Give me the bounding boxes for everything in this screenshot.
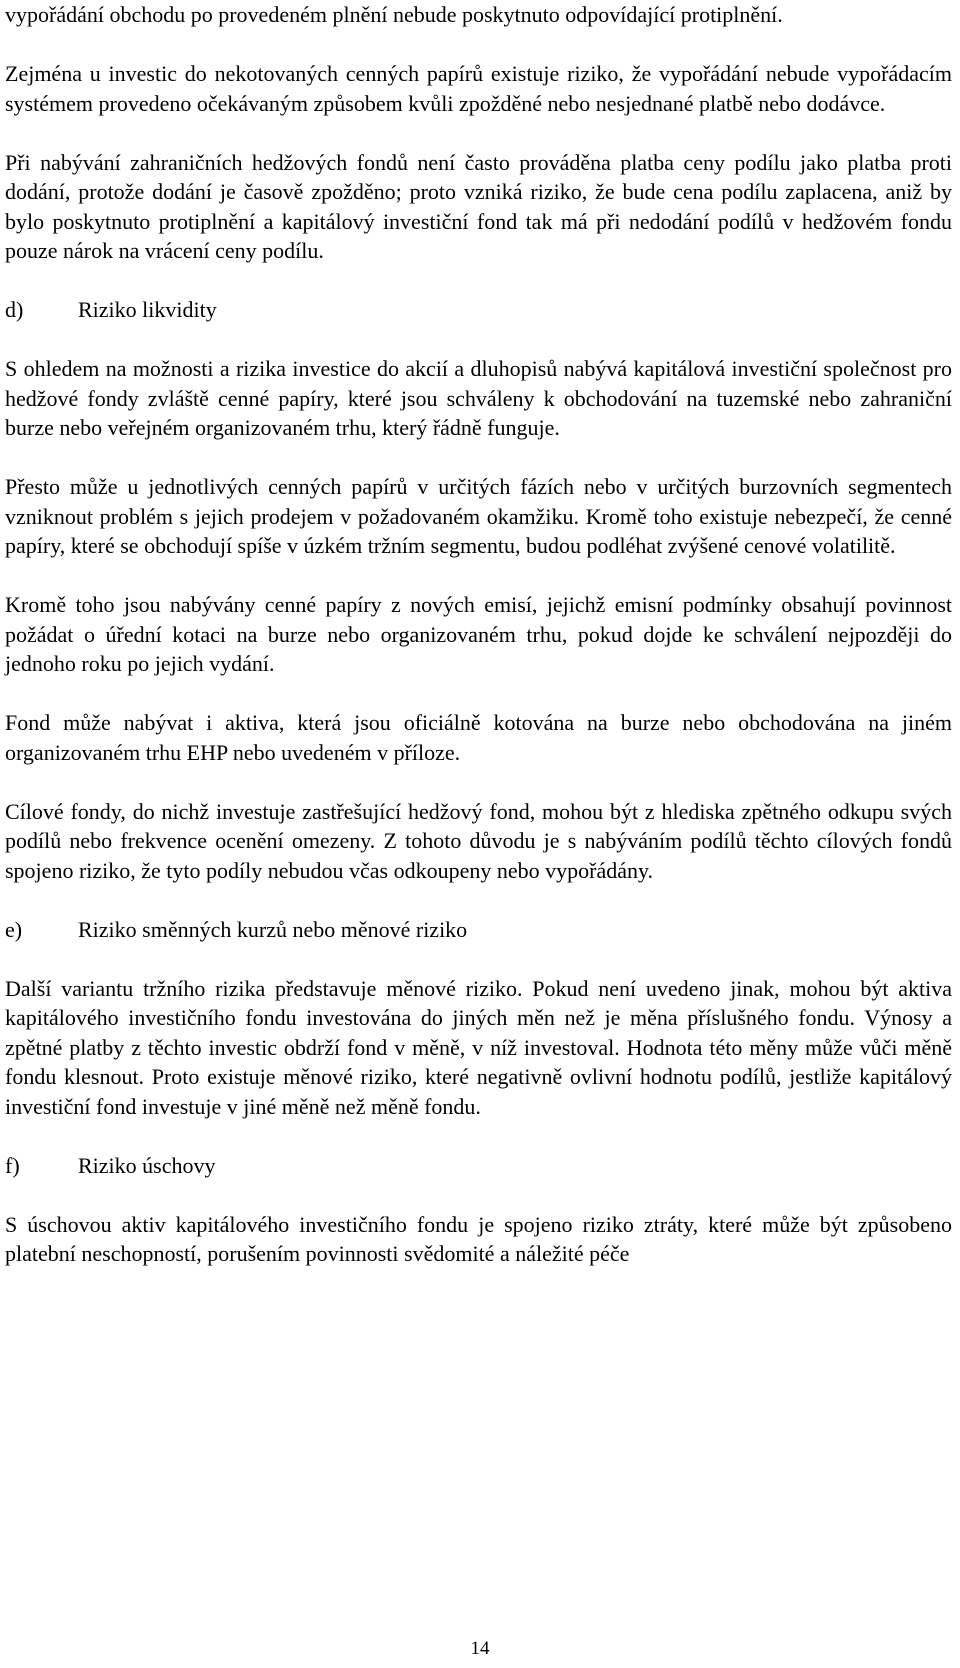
paragraph: Cílové fondy, do nichž investuje zastřešující hedžový fond, mohou být z hlediska zpětného odkupu svých podílů nebo frekvence ocenění omezeny. Z tohoto důvodu je s nabýváním podílů těchto cílových fondů spojeno riziko, že tyto podíly nebudou včas odkoupeny nebo vypořádány.: [5, 798, 952, 883]
paragraph: Přesto může u jednotlivých cenných papírů v určitých fázích nebo v určitých burzovních segmentech vzniknout problém s jejich prodejem v požadovaném okamžiku. Kromě toho existuje nebezpečí, že cenné papíry, které se obchodují spíše v úzkém tržním segmentu, budou podléhat zvýšené cenové volatilitě.: [5, 474, 952, 558]
paragraph: S ohledem na možnosti a rizika investice do akcií a dluhopisů nabývá kapitálová investiční společnost pro hedžové fondy zvláště cenné papíry, které jsou schváleny k obchodování na tuzemské nebo zahraniční burze nebo veřejném organizovaném trhu, který řádně funguje.: [5, 356, 952, 440]
page-number: 14: [470, 1638, 490, 1659]
section-letter: e): [5, 916, 23, 942]
paragraph: Další variantu tržního rizika představuje měnové riziko. Pokud není uvedeno jinak, mohou být aktiva kapitálového investičního fondu investována do jiných měn než je měna příslušného fondu. Výnosy a zpětné platby z těchto investic obdrží fond v měně, v níž investoval. Hodnota této měny může vůči měně fondu klesnout. Proto existuje měnové riziko, které negativně ovlivní hodnotu podílů, jestliže kapitálový investiční fond investuje v jiné měně než měně fondu.: [5, 975, 952, 1119]
section-title: Riziko likvidity: [78, 297, 217, 322]
section-letter: d): [5, 297, 24, 322]
paragraph: vypořádání obchodu po provedeném plnění nebude poskytnuto odpovídající protiplnění.: [5, 2, 783, 27]
paragraph: S úschovou aktiv kapitálového investičního fondu je spojeno riziko ztráty, které může být způsobeno platební neschopností, porušením povinnosti svědomité a náležité péče: [5, 1211, 952, 1266]
section-heading-liquidity: [5, 295, 952, 325]
paragraph: Fond může nabývat i aktiva, která jsou oficiálně kotována na burze nebo obchodována na jiném organizovaném trhu EHP nebo uvedeném v příloze.: [5, 710, 952, 765]
section-title: Riziko úschovy: [78, 1152, 216, 1178]
section-heading-currency: [5, 915, 952, 945]
document-body: [5, 0, 952, 1298]
section-heading-custody: [5, 1151, 952, 1181]
section-title: Riziko směnných kurzů nebo měnové riziko: [78, 916, 468, 942]
section-letter: f): [5, 1152, 20, 1178]
paragraph: Kromě toho jsou nabývány cenné papíry z nových emisí, jejichž emisní podmínky obsahují povinnost požádat o úřední kotaci na burze nebo organizovaném trhu, pokud dojde ke schválení nejpozději do jednoho roku po jejich vydání.: [5, 592, 952, 676]
paragraph: Při nabývání zahraničních hedžových fondů není často prováděna platba ceny podílu jako platba proti dodání, protože dodání je časově zpožděno; proto vzniká riziko, že bude cena podílu zaplacena, aniž by bylo poskytnuto protiplnění a kapitálový investiční fond tak má při nedodání podílů v hedžovém fondu pouze nárok na vrácení ceny podílu.: [5, 149, 952, 263]
paragraph: Zejména u investic do nekotovaných cenných papírů existuje riziko, že vypořádání nebude vypořádacím systémem provedeno očekávaným způsobem kvůli zpožděné nebo nesjednané platbě nebo dodávce.: [5, 61, 952, 116]
